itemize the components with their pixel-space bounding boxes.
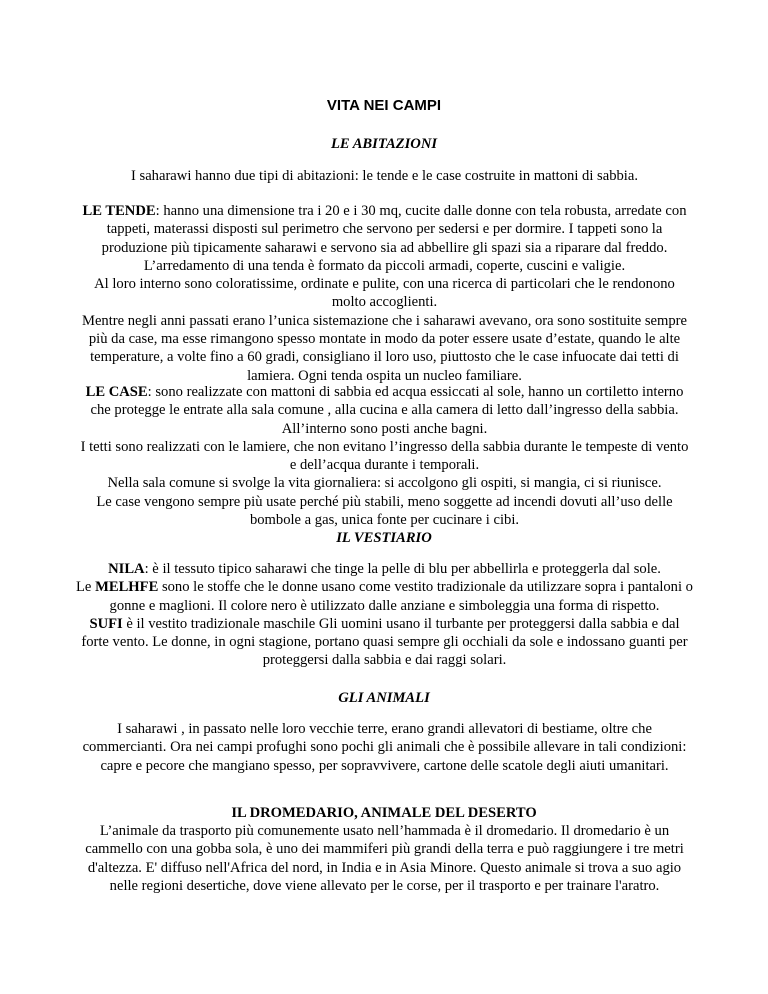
- nila-line: [76, 560, 693, 578]
- nila-term: NILA: [108, 561, 145, 577]
- case-term: LE CASE: [85, 384, 148, 400]
- melhfe-line: [76, 578, 693, 615]
- sufi-line: [76, 615, 693, 670]
- abitazioni-intro-text: I saharawi hanno due tipi di abitazioni: le tende e le case costruite in mattoni di sabbia.: [131, 168, 638, 184]
- abitazioni-intro: [76, 167, 693, 185]
- heading-dromedario: IL DROMEDARIO, ANIMALE DEL DESERTO: [231, 805, 537, 821]
- tende-paragraph: [76, 202, 693, 385]
- case-main: [76, 383, 693, 438]
- case-line-2: Nella sala comune si svolge la vita giornaliera: si accolgono gli ospiti, si mangia, ci si riunisce.: [107, 475, 662, 492]
- heading-vestiario: IL VESTIARIO: [336, 530, 432, 546]
- melhfe-prefix: Le: [76, 579, 96, 596]
- tende-line-3: Mentre negli anni passati erano l’unica sistemazione che i saharawi avevano, ora sono sostituite sempre più da case, ma esse rimangono spesso montate in modo da poter essere usate d’estate, quando le alte temperature, a volte fino a 60 gradi, consigliano il loro uso, piuttosto che le case infuocate dai tetti di lamiera. Ogni tenda ospita un nucleo familiare.: [81, 312, 688, 384]
- sufi-text: è il vestito tradizionale maschile Gli uomini usano il turbante per proteggersi dalla sabbia e dal forte vento. Le donne, in ogni stagione, portano quasi sempre gli occhiali da sole e indossano guanti per proteggersi dalla sabbia e dai raggi solari.: [81, 615, 688, 669]
- tende-text: : hanno una dimensione tra i 20 e i 30 mq, cucite dalle donne con tela robusta, arredate con tappeti, materassi disposti sul perimetro che servono per sedersi e per dormire. I tappeti sono la produzione più tipicamente saharawi e servono sia ad abbellire gli spazi sia a riparare dal freddo.: [101, 203, 687, 256]
- tende-line-2: Al loro interno sono coloratissime, ordinate e pulite, con una ricerca di particolari che le rendonono molto accoglienti.: [94, 276, 675, 311]
- dromedario-text: L’animale da trasporto più comunemente usato nell’hammada è il dromedario. Il dromedario è un cammello con una gobba sola, è uno dei mammiferi più grandi della terra e può raggiungere i tre metri d'altezza. E' diffuso nell'Africa del nord, in India e in Asia Minore. Questo animale si trova a suo agio nelle regioni desertiche, dove viene allevato per le corse, per il trasporto e per trainare l'aratro.: [85, 823, 684, 894]
- nila-text: : è il tessuto tipico saharawi che tinge la pelle di blu per abbellirla e proteggerla dal sole.: [144, 561, 661, 577]
- heading-animali: GLI ANIMALI: [338, 690, 430, 706]
- document-title: VITA NEI CAMPI: [326, 97, 442, 114]
- animali-paragraph: [76, 720, 693, 775]
- animali-text: I saharawi , in passato nelle loro vecchie terre, erano grandi allevatori di bestiame, oltre che commercianti. Ora nei campi profughi sono pochi gli animali che è possibile allevare in tali condizioni: capre e pecore che mangiano spesso, per sopravvivere, cartone delle scatole degli aiuti umanitari.: [82, 721, 687, 774]
- heading-abitazioni: LE ABITAZIONI: [330, 136, 438, 152]
- melhfe-text: sono le stoffe che le donne usano come vestito tradizionale da utilizzare sopra i pantaloni o gonne e maglioni. Il colore nero è utilizzato dalle anziane e simboleggia una forma di rispetto.: [109, 579, 693, 614]
- tende-line-1: L’arredamento di una tenda è formato da piccoli armadi, coperte, cuscini e valigie.: [143, 257, 626, 274]
- case-line-1: I tetti sono realizzati con le lamiere, che non evitano l’ingresso della sabbia durante le tempeste di vento e dell’acqua durante i temporali.: [80, 438, 689, 474]
- sufi-term: SUFI: [89, 615, 123, 632]
- case-text: : sono realizzate con mattoni di sabbia ed acqua essiccati al sole, hanno un cortiletto interno che protegge le entrate alla sala comune , alla cucina e alla camera di letto dall’ingresso della sabbia. All’interno sono posti anche bagni.: [90, 384, 684, 437]
- case-paragraph: [76, 383, 693, 529]
- melhfe-term: MELHFE: [95, 579, 159, 596]
- tende-main: [76, 202, 693, 257]
- case-line-3: Le case vengono sempre più usate perché più stabili, meno soggette ad incendi dovuti all’uso delle bombole a gas, unica fonte per cucinare i cibi.: [96, 493, 673, 529]
- vestiario-paragraph: [76, 560, 693, 670]
- dromedario-paragraph: [76, 822, 693, 895]
- tende-term: LE TENDE: [82, 203, 156, 219]
